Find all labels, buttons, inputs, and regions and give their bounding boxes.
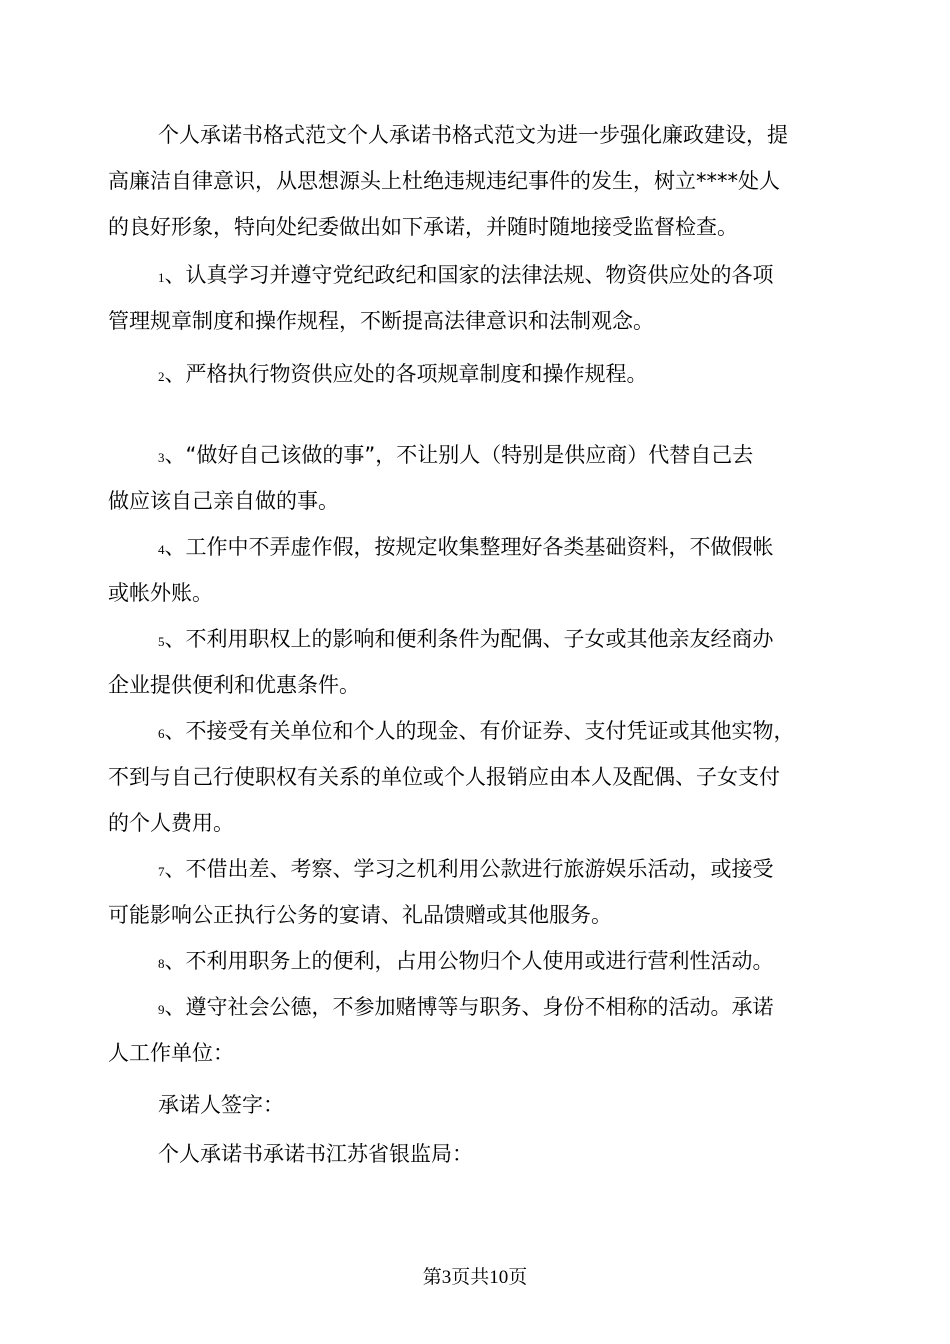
closing-line [108, 1131, 838, 1177]
text-line: 、认真学习并遵守党纪政纪和国家的法律法规、物资供应处的各项 [164, 263, 774, 287]
text-line: 做应该自己亲自做的事。 [108, 489, 339, 513]
text-line: 企业提供便利和优惠条件。 [108, 673, 360, 697]
closing-text: 个人承诺书承诺书江苏省银监局： [158, 1142, 473, 1166]
commitment-item-6 [108, 708, 838, 846]
text-line: 、“做好自己该做的事”，不让别人（特别是供应商）代替自己去 [164, 443, 754, 467]
item-number: 6 [158, 726, 165, 741]
commitment-item-8 [108, 938, 838, 984]
text-line: 、不借出差、考察、学习之机利用公款进行旅游娱乐活动，或接受 [164, 857, 774, 881]
text-line: 、不接受有关单位和个人的现金、有价证券、支付凭证或其他实物， [164, 719, 795, 743]
item-number: 5 [158, 634, 165, 649]
text-line: 、工作中不弄虚作假，按规定收集整理好各类基础资料，不做假帐 [164, 535, 774, 559]
text-line: 、不利用职权上的影响和便利条件为配偶、子女或其他亲友经商办 [164, 627, 774, 651]
text-line: 管理规章制度和操作规程，不断提高法律意识和法制观念。 [108, 309, 654, 333]
text-line: 或帐外账。 [108, 581, 213, 605]
text-line: 不到与自己行使职权有关系的单位或个人报销应由本人及配偶、子女支付 [108, 765, 780, 789]
item-number: 7 [158, 864, 165, 879]
commitment-item-9 [108, 984, 838, 1076]
text-line: 、遵守社会公德，不参加赌博等与职务、身份不相称的活动。承诺 [164, 995, 774, 1019]
commitment-item-2 [108, 351, 838, 397]
page-number-footer: 第3页共10页 [422, 1267, 528, 1288]
text-line: 个人承诺书格式范文个人承诺书格式范文为进一步强化廉政建设，提 [158, 123, 788, 147]
signature-label: 承诺人签字： [158, 1093, 284, 1117]
signature-line [108, 1082, 838, 1128]
commitment-item-5 [108, 616, 838, 708]
intro-paragraph [108, 112, 838, 250]
item-number: 3 [158, 450, 165, 465]
commitment-item-4 [108, 524, 838, 616]
text-line: 高廉洁自律意识，从思想源头上杜绝违规违纪事件的发生，树立****处人 [108, 169, 780, 193]
text-line: 、严格执行物资供应处的各项规章制度和操作规程。 [164, 362, 648, 386]
commitment-item-7 [108, 846, 838, 938]
text-line: 的个人费用。 [108, 811, 234, 835]
item-number: 8 [158, 956, 165, 971]
text-line: 可能影响公正执行公务的宴请、礼品馈赠或其他服务。 [108, 903, 612, 927]
item-number: 4 [158, 542, 165, 557]
text-line: 人工作单位： [108, 1041, 234, 1065]
item-number: 2 [158, 369, 165, 384]
item-number: 1 [158, 270, 165, 285]
commitment-item-3 [108, 432, 838, 524]
commitment-item-1 [108, 252, 838, 344]
text-line: 的良好形象，特向处纪委做出如下承诺，并随时随地接受监督检查。 [108, 215, 738, 239]
text-line: 、不利用职务上的便利，占用公物归个人使用或进行营利性活动。 [164, 949, 774, 973]
item-number: 9 [158, 1002, 165, 1017]
